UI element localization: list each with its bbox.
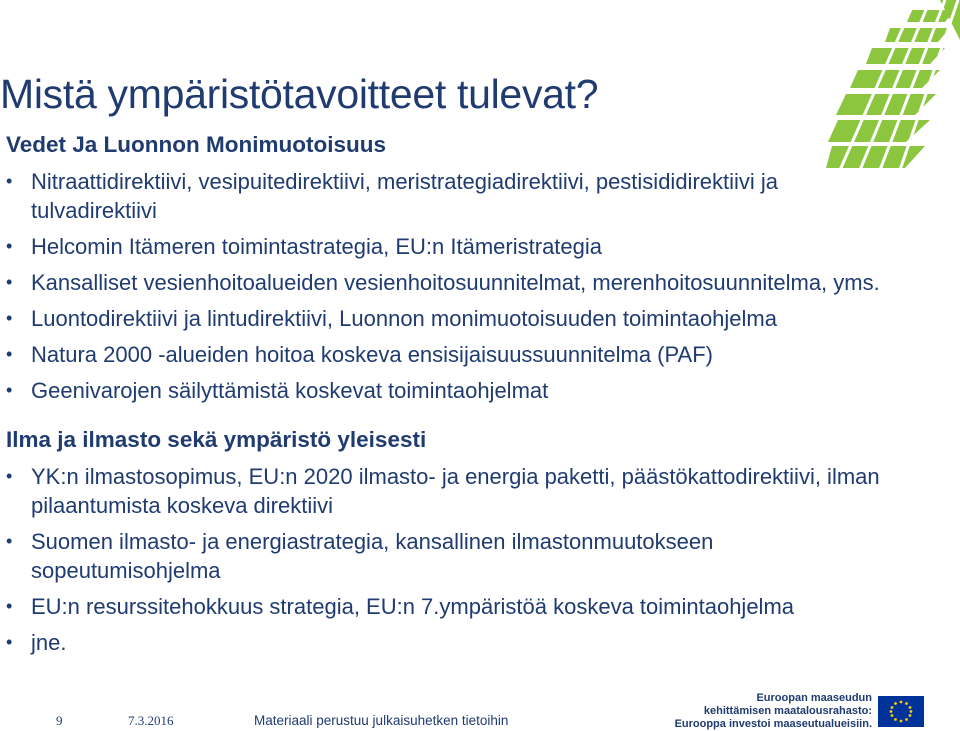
list-item	[6, 304, 906, 333]
list-item	[6, 376, 906, 405]
list-item-text: Kansalliset vesienhoitoalueiden vesienhoitosuunnitelmat, merenhoitosuunnitelma, yms.	[31, 270, 880, 295]
list-item	[6, 628, 906, 657]
bullet-icon: •	[6, 632, 13, 652]
bullet-icon: •	[6, 344, 13, 364]
list-item	[6, 462, 906, 520]
list-item-text: EU:n resurssitehokkuus strategia, EU:n 7.ympäristöä koskeva toimintaohjelma	[31, 594, 795, 619]
logo-line-1: Euroopan maaseudun	[756, 692, 872, 704]
bullet-icon: •	[6, 272, 13, 292]
slide-content	[6, 130, 906, 657]
list-item-text: Nitraattidirektiivi, vesipuitedirektiivi, meristrategiadirektiivi, pestisididirektiivi ja tulvadirektiivi	[31, 169, 779, 223]
list-item-text: Helcomin Itämeren toimintastrategia, EU:n Itämeristrategia	[31, 234, 603, 259]
logo-line-2: kehittämisen maatalousrahasto:	[703, 705, 872, 717]
list-item-text: jne.	[31, 630, 67, 655]
bullet-icon: •	[6, 380, 13, 400]
section-heading-air: Ilma ja ilmasto sekä ympäristö yleisesti	[6, 427, 427, 452]
bullet-icon: •	[6, 596, 13, 616]
section-list-water	[6, 167, 906, 405]
slide-title: Mistä ympäristötavoitteet tulevat?	[0, 71, 599, 118]
list-item-text: Geenivarojen säilyttämistä koskevat toimintaohjelmat	[31, 378, 549, 403]
bullet-icon: •	[6, 308, 13, 328]
list-item	[6, 340, 906, 369]
list-item-text: Suomen ilmasto- ja energiastrategia, kansallinen ilmastonmuutokseen sopeutumisohjelma	[31, 529, 714, 583]
footer-date: 7.3.2016	[128, 713, 174, 728]
list-item	[6, 232, 906, 261]
bullet-icon: •	[6, 531, 13, 551]
list-item-text: YK:n ilmastosopimus, EU:n 2020 ilmasto- ja energia paketti, päästökattodirektiivi, ilman pilaantumista koskeva direktiivi	[31, 464, 880, 518]
eu-fund-logo-text	[675, 692, 872, 731]
section-list-air	[6, 462, 906, 657]
list-item	[6, 592, 906, 621]
list-item-text: Natura 2000 -alueiden hoitoa koskeva ensisijaisuussuunnitelma (PAF)	[31, 342, 713, 367]
list-item	[6, 167, 906, 225]
footer-text: Materiaali perustuu julkaisuhetken tietoihin	[254, 713, 509, 728]
eu-flag-icon	[878, 696, 924, 727]
list-item	[6, 268, 906, 297]
bullet-icon: •	[6, 236, 13, 256]
page-number: 9	[56, 713, 63, 728]
list-item-text: Luontodirektiivi ja lintudirektiivi, Luonnon monimuotoisuuden toimintaohjelma	[31, 306, 777, 331]
section-heading-water: Vedet Ja Luonnon Monimuotoisuus	[6, 132, 386, 157]
logo-line-3: Eurooppa investoi maaseutualueisiin.	[674, 718, 872, 730]
bullet-icon: •	[6, 171, 13, 191]
bullet-icon: •	[6, 466, 13, 486]
list-item	[6, 527, 906, 585]
